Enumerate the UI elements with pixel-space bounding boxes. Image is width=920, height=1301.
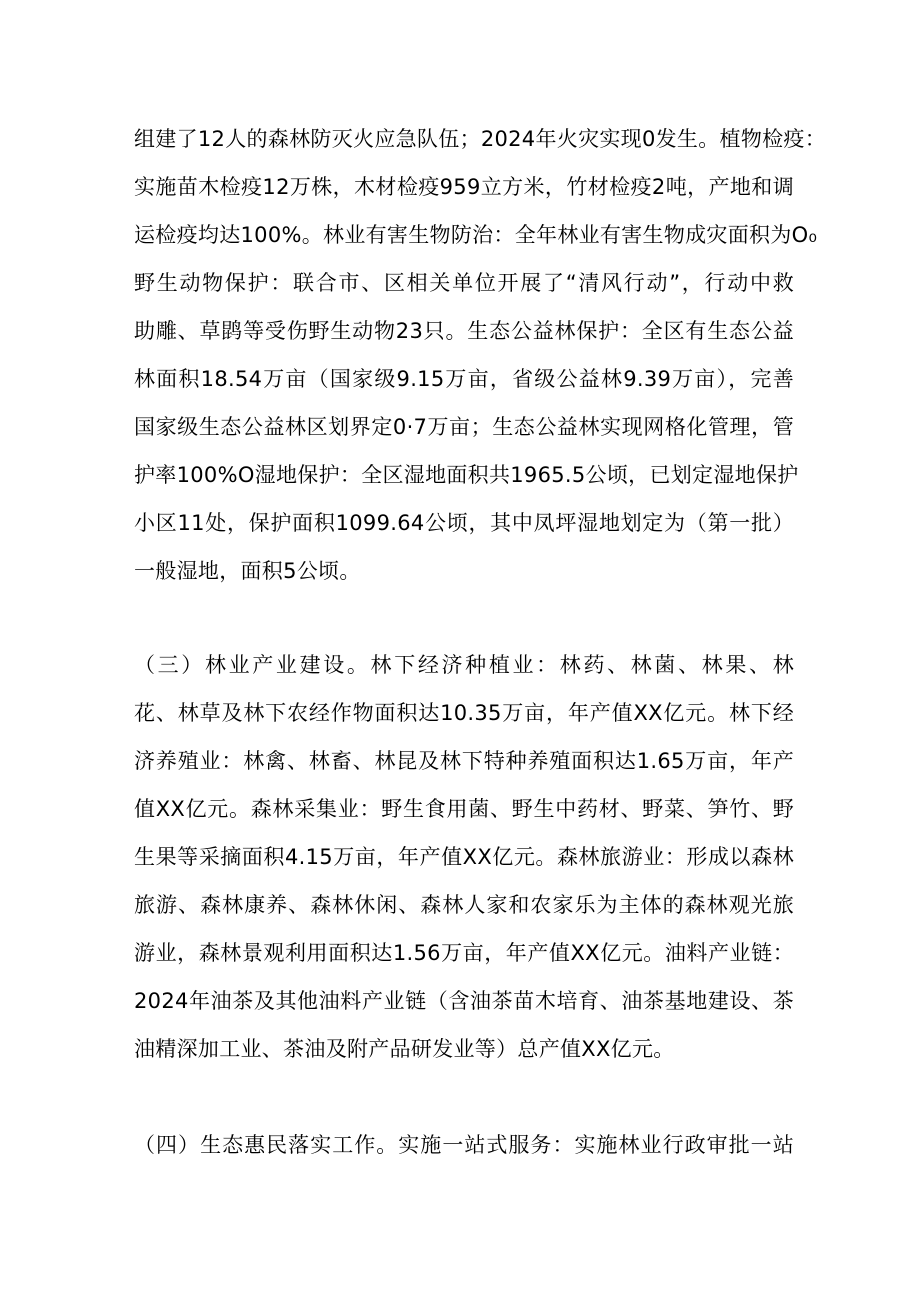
text-line: （三）林业产业建设。林下经济种植业：林药、林菌、林果、林	[134, 653, 794, 677]
text-line: 值XX亿元。森林采集业：野生食用菌、野生中药材、野菜、笋竹、野	[134, 797, 794, 821]
text-line: 助雕、草鹍等受伤野生动物23只。生态公益林保护：全区有生态公益	[134, 319, 794, 343]
text-line: 组建了12人的森林防灭火应急队伍；2024年火灾实现0发生。植物检疫：	[134, 127, 827, 151]
text-line: 济养殖业：林禽、林畜、林昆及林下特种养殖面积达1.65万亩，年产	[134, 749, 794, 773]
text-line: （四）生态惠民落实工作。实施一站式服务：实施林业行政审批一站	[134, 1133, 794, 1157]
text-line: 2024年油茶及其他油料产业链（含油茶苗木培育、油茶基地建设、茶	[134, 989, 794, 1013]
text-line: 林面积18.54万亩（国家级9.15万亩，省级公益林9.39万亩），完善	[134, 367, 794, 391]
text-line: 花、林草及林下农经作物面积达10.35万亩，年产值XX亿元。林下经	[134, 701, 794, 725]
text-line: 小区11处，保护面积1099.64公顷，其中凤坪湿地划定为（第一批）	[134, 511, 794, 535]
text-line: 一般湿地，面积5公顷。	[134, 559, 361, 583]
text-line: 旅游、森林康养、森林休闲、森林人家和农家乐为主体的森林观光旅	[134, 893, 794, 917]
text-line: 游业，森林景观利用面积达1.56万亩，年产值XX亿元。油料产业链：	[134, 941, 794, 965]
text-line: 实施苗木检疫12万株，木材检疫959立方米，竹材检疫2吨，产地和调	[134, 175, 794, 199]
text-line: 护率100%O湿地保护：全区湿地面积共1965.5公顷，已划定湿地保护	[134, 463, 799, 487]
text-line: 野生动物保护：联合市、区相关单位开展了“清风行动”，行动中救	[134, 271, 794, 295]
text-line: 生果等采摘面积4.15万亩，年产值XX亿元。森林旅游业：形成以森林	[134, 845, 794, 869]
text-line: 国家级生态公益林区划界定0·7万亩；生态公益林实现网格化管理，管	[134, 415, 794, 439]
text-line: 油精深加工业、茶油及附产品研发业等）总产值XX亿元。	[134, 1037, 675, 1061]
text-line: 运检疫均达100%。林业有害生物防治：全年林业有害生物成灾面积为O₀	[134, 223, 818, 247]
